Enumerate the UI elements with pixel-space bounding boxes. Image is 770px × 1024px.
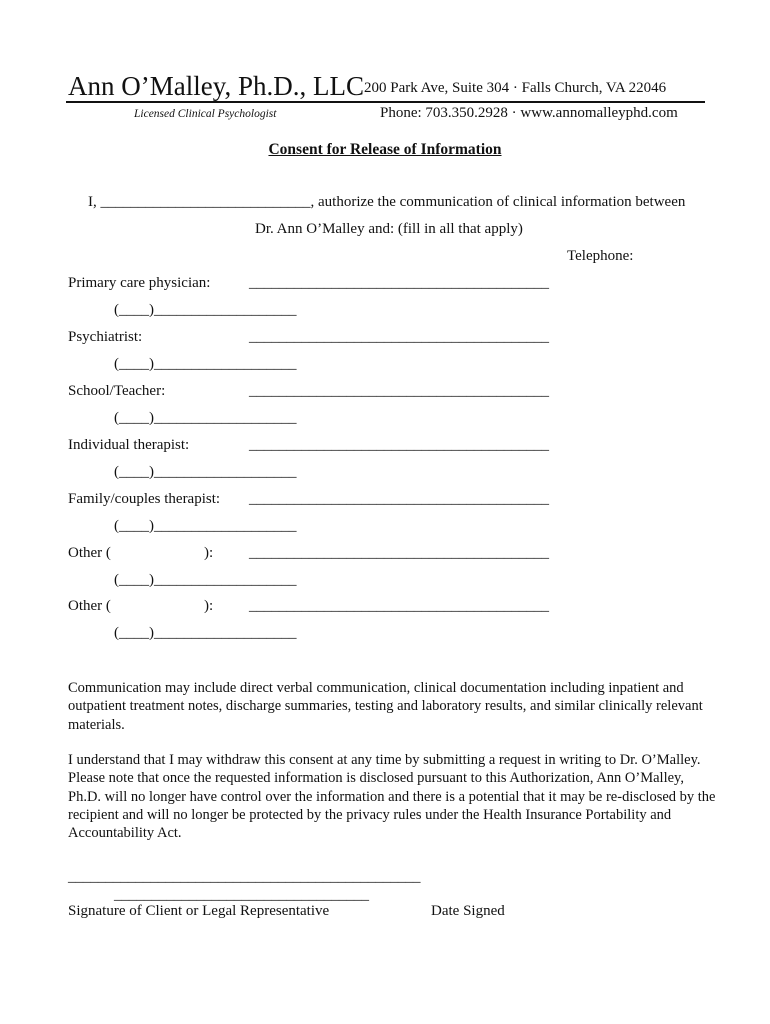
provider-phone-field[interactable]: (____)___________________ [114, 464, 297, 480]
authorize-line: I, ____________________________, authorize the communication of clinical information between [88, 194, 686, 210]
signature-line[interactable]: _______________________________________________ [68, 869, 421, 885]
withdraw-consent-paragraph: I understand that I may withdraw this consent at any time by submitting a request in writing to Dr. O’Malley. Please note that once the requested information is disclosed pursuant to this Authorization, Ann O’Malley, Ph.D. will no longer have control over the information and there is a potential that it may be re-disclosed by the recipient and will no longer be protected by the privacy rules under the Health Insurance Portability and Accountability Act. [68, 752, 716, 842]
provider-label: Individual therapist: [68, 437, 190, 453]
provider-name-field[interactable]: ________________________________________ [249, 383, 549, 399]
form-title: Consent for Release of Information [268, 141, 502, 158]
provider-label: Family/couples therapist: [68, 491, 221, 507]
provider-phone-field[interactable]: (____)___________________ [114, 518, 297, 534]
provider-label: School/Teacher: [68, 383, 166, 399]
date-signed-label: Date Signed [431, 903, 505, 919]
provider-label: Other ( [68, 598, 111, 614]
provider-name-field[interactable]: ________________________________________ [249, 437, 549, 453]
provider-name-field[interactable]: ________________________________________ [249, 545, 549, 561]
provider-label: Primary care physician: [68, 275, 211, 291]
provider-phone-field[interactable]: (____)___________________ [114, 302, 297, 318]
communication-paragraph: Communication may include direct verbal communication, clinical documentation including inpatient and outpatient treatment notes, discharge summaries, testing and laboratory results, and similar clinically relevant materials. [68, 680, 703, 733]
provider-label: Psychiatrist: [68, 329, 143, 345]
provider-label-close: ): [204, 598, 214, 614]
practice-phone-website: Phone: 703.350.2928 · www.annomalleyphd.com [380, 105, 678, 121]
provider-name-field[interactable]: ________________________________________ [249, 491, 549, 507]
header-rule [66, 101, 705, 103]
provider-name-field[interactable]: ________________________________________ [249, 598, 549, 614]
provider-label-close: ): [204, 545, 214, 561]
telephone-column-label: Telephone: [567, 248, 634, 264]
practice-name: Ann O’Malley, Ph.D., LLC [68, 71, 364, 101]
between-line: Dr. Ann O’Malley and: (fill in all that apply) [255, 221, 523, 237]
practice-tagline: Licensed Clinical Psychologist [134, 108, 277, 120]
signature-line-continued[interactable]: __________________________________ [114, 887, 369, 903]
provider-label: Other ( [68, 545, 111, 561]
provider-phone-field[interactable]: (____)___________________ [114, 625, 297, 641]
practice-address: 200 Park Ave, Suite 304 · Falls Church, VA 22046 [364, 80, 667, 96]
provider-name-field[interactable]: ________________________________________ [249, 275, 549, 291]
provider-name-field[interactable]: ________________________________________ [249, 329, 549, 345]
provider-phone-field[interactable]: (____)___________________ [114, 572, 297, 588]
provider-phone-field[interactable]: (____)___________________ [114, 356, 297, 372]
signature-label: Signature of Client or Legal Representative [68, 903, 330, 919]
provider-phone-field[interactable]: (____)___________________ [114, 410, 297, 426]
